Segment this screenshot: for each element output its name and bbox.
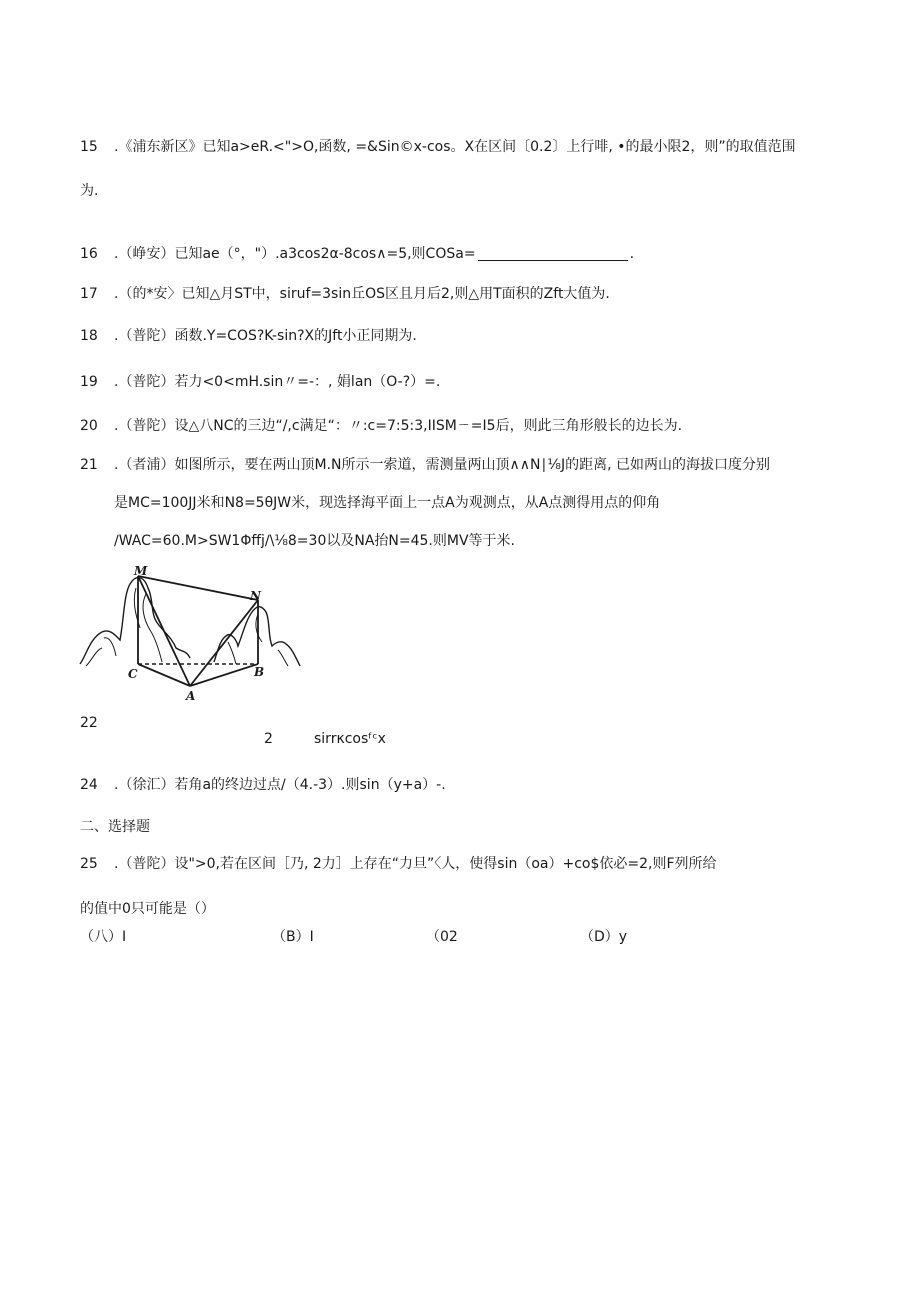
option-a: （八）I [80, 929, 127, 945]
question-text: .（普陀）设">0,若在区间［乃, 2力］上存在“力旦”〈人，使得sin（oa）+co$依必=2,则F列所给 [114, 856, 717, 872]
line-NA [190, 600, 258, 686]
question-text: .（徐汇）若角a的终边过点/（4.-3）.则sin（y+a）-. [114, 777, 446, 793]
question-number: 24 [80, 777, 98, 793]
question-22-fraction-numerator: 2 [264, 731, 273, 747]
question-24 [80, 776, 446, 794]
question-21-line2: 是MC=100JJ米和N8=5θJW米，现选择海平面上一点A为观测点，从A点测得用点的仰角 [114, 495, 661, 511]
label-M: M [134, 566, 148, 578]
line-MN [138, 576, 258, 600]
question-17 [80, 285, 610, 303]
line-CA [138, 664, 190, 686]
question-text: .（者浦）如图所示，要在两山顶M.N所示一索道，需测量两山顶∧∧N∣⅛J的距离, 已如两山的海拔口度分别 [114, 457, 771, 473]
question-number: 15 [80, 139, 98, 155]
question-22-expression: sirrκcosᶠᶜx [314, 731, 386, 747]
section-title: 二、选择题 [80, 819, 150, 835]
question-21-line1 [80, 456, 770, 474]
question-number: 21 [80, 457, 98, 473]
question-text: .（普陀）函数.Y=COS?K-sin?X的Jft小正同期为. [114, 328, 417, 344]
question-number: 20 [80, 418, 98, 434]
question-number: 16 [80, 246, 98, 262]
label-C: C [128, 667, 138, 681]
label-A: A [186, 689, 196, 703]
question-16 [80, 245, 634, 263]
mountain-figure [78, 566, 304, 706]
question-number: 25 [80, 856, 98, 872]
question-18 [80, 327, 417, 345]
question-22-number: 22 [80, 715, 98, 731]
label-B: B [254, 665, 265, 679]
left-mountain-detail [86, 588, 162, 666]
question-number: 18 [80, 328, 98, 344]
option-d: （D）y [580, 929, 628, 945]
question-end: . [629, 246, 635, 262]
question-number: 17 [80, 286, 98, 302]
question-15-line1 [80, 138, 796, 156]
question-text: .（普陀）若力<0<mH.sin〃=-：, 娟lan（O-?）=. [114, 374, 441, 390]
option-b: （B）I [272, 929, 314, 945]
question-25-line2: 的值中0只可能是（） [80, 901, 215, 917]
question-19 [80, 373, 440, 391]
question-25-line1 [80, 855, 717, 873]
question-text: .《浦东新区》已知a>eR.<">O,函数, =&Sin©x-cos。X在区间〔0.2〕上行啡, •的最小限2，则”的取值范围 [114, 139, 796, 155]
question-21-line3: ∕WAC=60.M>SW1Φffj∕\⅛8=30以及NA抬N=45.则MV等于米. [114, 533, 515, 549]
question-15-line2: 为. [80, 183, 99, 199]
question-number: 19 [80, 374, 98, 390]
label-N: N [250, 589, 261, 603]
line-BA [190, 664, 258, 686]
answer-blank [478, 246, 628, 261]
question-text: .（峥安）已知ae（°，"）.a3cos2α-8cos∧=5,则COSa= [114, 246, 476, 262]
question-text: .（普陀）设△八NC的三边“/,c满足“：〃:c=7:5:3,IISMㄧ=I5后，则此三角形般长的边长为. [114, 418, 683, 434]
question-20 [80, 417, 682, 435]
line-MA [138, 576, 190, 686]
option-c: （02 [426, 929, 458, 945]
question-text: .（的*安〉已知△月ST中，siruf=3sin丘OS区且月后2,则△用T面积的Zft大值为. [114, 286, 610, 302]
